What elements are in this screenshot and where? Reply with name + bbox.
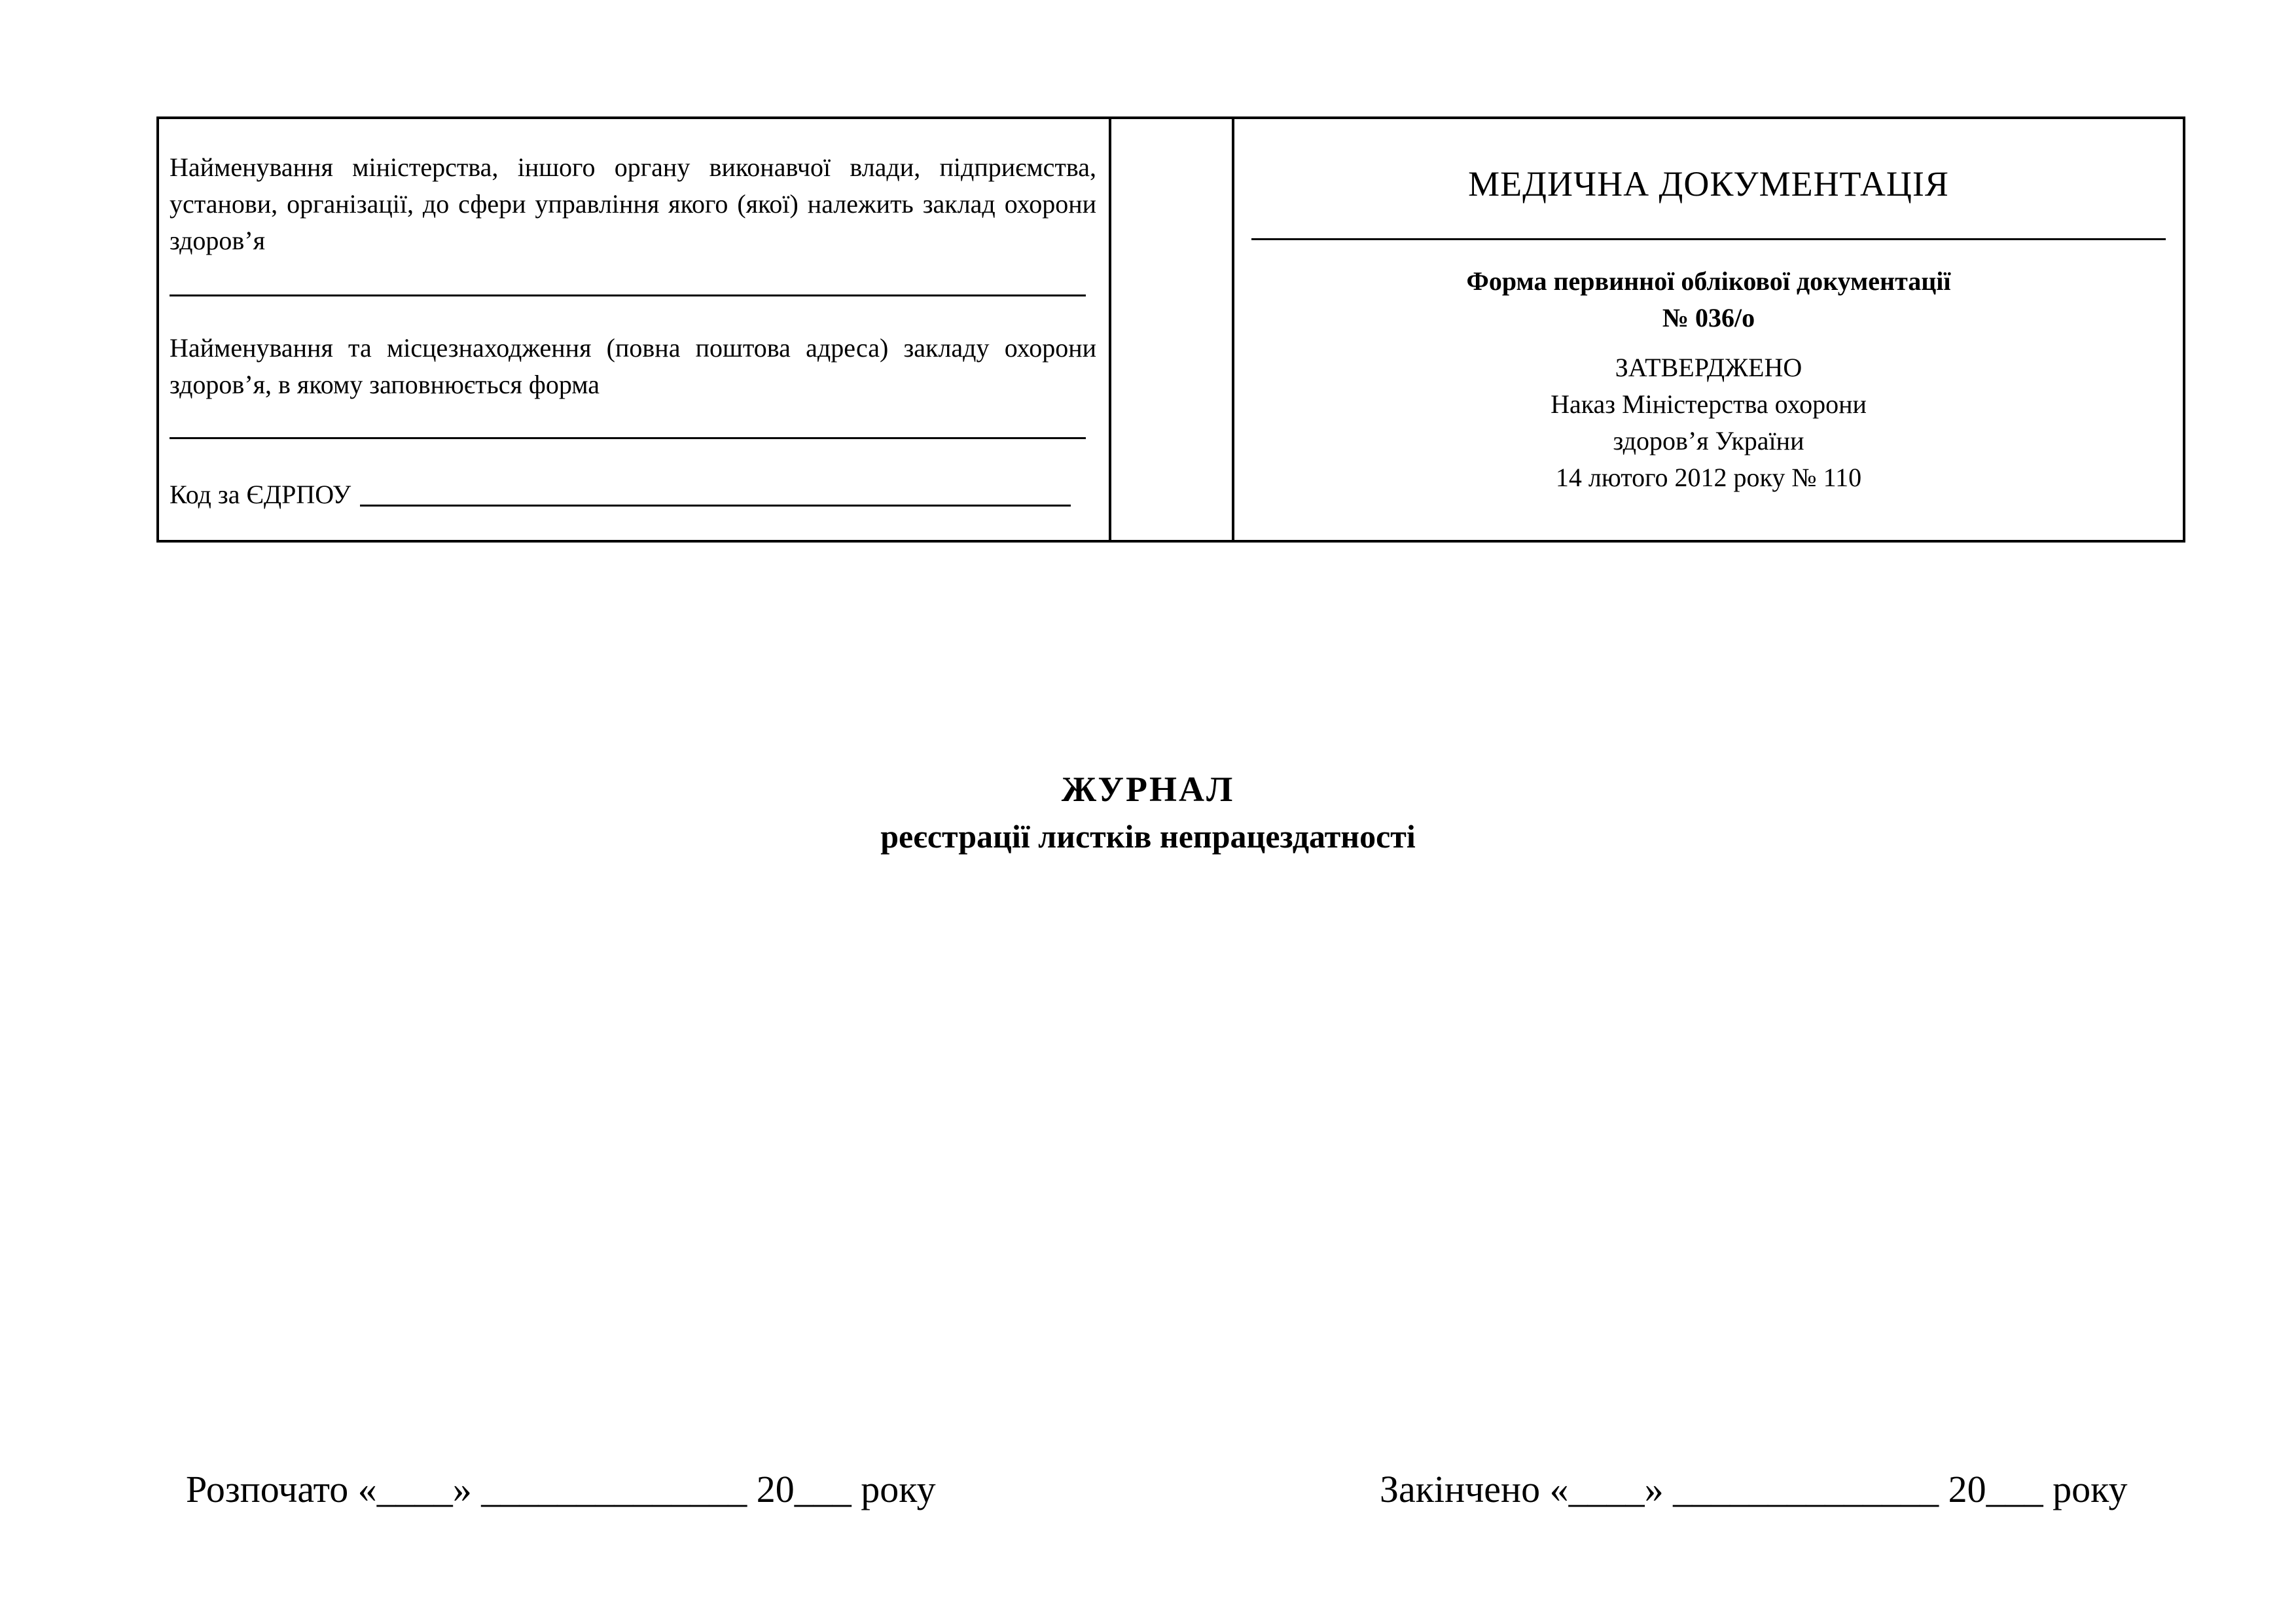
order-line1: Наказ Міністерства охорони bbox=[1551, 389, 1867, 419]
facility-fill-line[interactable] bbox=[170, 437, 1086, 439]
edrpou-fill-line[interactable] bbox=[360, 505, 1071, 507]
form-header-table bbox=[156, 116, 2185, 543]
form-title bbox=[1234, 263, 2183, 336]
ministry-fill-line[interactable] bbox=[170, 294, 1086, 296]
institution-cell bbox=[159, 119, 1111, 540]
blank-middle-cell bbox=[1111, 119, 1234, 540]
form-title-line1: Форма первинної облікової документації bbox=[1466, 266, 1951, 296]
ministry-label: Найменування міністерства, іншого органу виконавчої влади, підприємства, установи, організації, до сфери управління якого (якої) належить заклад охорони здоров’я bbox=[170, 152, 1096, 255]
journal-subtitle: реєстрації листків непрацездатності bbox=[880, 818, 1416, 855]
journal-title-block bbox=[0, 766, 2296, 860]
approved-label: ЗАТВЕРДЖЕНО bbox=[1615, 353, 1803, 382]
start-date-field[interactable]: Розпочато «____» ______________ 20___ року bbox=[186, 1468, 936, 1510]
approval-block bbox=[1234, 349, 2183, 496]
end-date-field[interactable]: Закінчено «____» ______________ 20___ року bbox=[1380, 1468, 2128, 1510]
form-info-cell bbox=[1234, 119, 2183, 540]
facility-label: Найменування та місцезнаходження (повна поштова адреса) закладу охорони здоров’я, в якому заповнюється форма bbox=[170, 333, 1096, 399]
form-number: № 036/о bbox=[1662, 303, 1755, 332]
journal-title: ЖУРНАЛ bbox=[1061, 770, 1235, 809]
edrpou-label: Код за ЄДРПОУ bbox=[170, 480, 351, 509]
medical-documentation-heading: МЕДИЧНА ДОКУМЕНТАЦІЯ bbox=[1468, 164, 1949, 204]
order-line2: здоров’я України bbox=[1613, 426, 1804, 455]
heading-divider bbox=[1251, 238, 2166, 240]
order-line3: 14 лютого 2012 року № 110 bbox=[1555, 463, 1862, 492]
edrpou-row bbox=[170, 476, 1071, 513]
